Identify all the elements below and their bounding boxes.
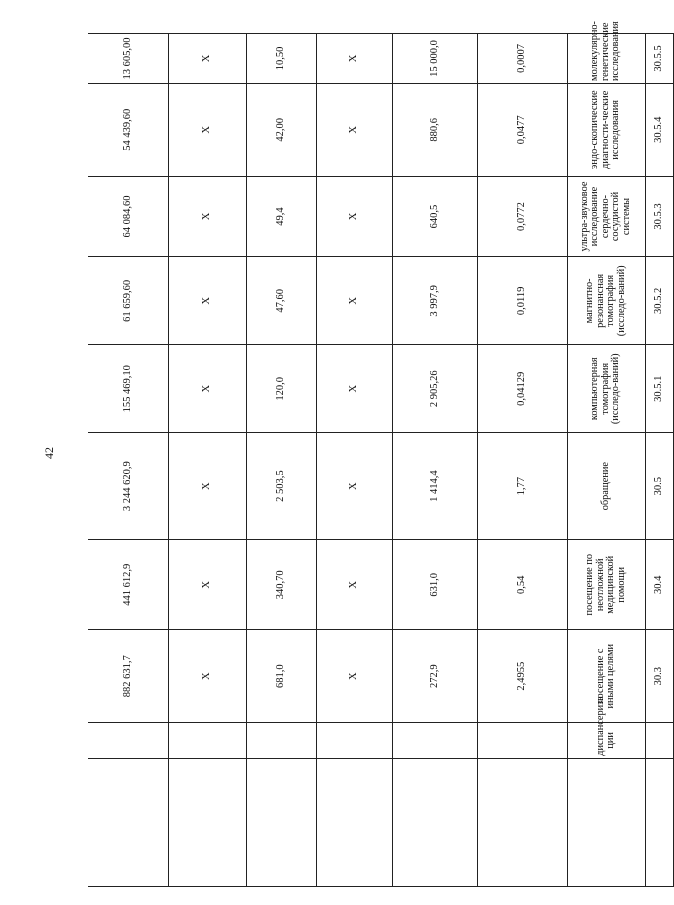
table-cell-x2 — [168, 723, 246, 759]
table-cell-norm: 0,54 — [477, 540, 567, 630]
table-cell-x1: Х — [316, 345, 392, 433]
table-cell-name: эндо-скопические диагности-ческие исследования — [567, 83, 645, 176]
cost-row — [392, 34, 477, 887]
table-cell-x2: Х — [168, 630, 246, 723]
table-cell-norm: 0,0007 — [477, 34, 567, 84]
table-cell-cost — [392, 723, 477, 759]
table-cell-x1: Х — [316, 433, 392, 540]
table-cell-norm: 0,0477 — [477, 83, 567, 176]
table-cell-x1: Х — [316, 257, 392, 345]
table-cell-x1 — [316, 723, 392, 759]
table-cell-name: ультра-звуковое исследование сердечно-сосудистой системы — [567, 176, 645, 257]
table-cell-code: 30.5 — [645, 433, 673, 540]
table-cell-code: 30.5.5 — [645, 34, 673, 84]
x1-row — [316, 34, 392, 887]
table-cell-name: посещение с иными целями — [567, 630, 645, 723]
table-cell-volume: 49,4 — [246, 176, 316, 257]
table-cell-amount: 441 612,9 — [88, 540, 168, 630]
table-cell-volume: 10,50 — [246, 34, 316, 84]
table-cell-name: молекулярно-генетические исследования — [567, 34, 645, 84]
table-cell-volume: 42,00 — [246, 83, 316, 176]
table-cell-volume: 2 503,5 — [246, 433, 316, 540]
table-cell-name: магнитно-резонансная томография (исследо-ваний) — [567, 257, 645, 345]
table-cell-cost: 272,9 — [392, 630, 477, 723]
table-cell-volume: 120,0 — [246, 345, 316, 433]
table-cell-amount: 13 605,00 — [88, 34, 168, 84]
table-cell-amount — [88, 723, 168, 759]
rotated-table-wrapper — [88, 21, 665, 887]
amount-row — [88, 34, 168, 887]
table-cell-name: посещение по неотложной медицинской помощи — [567, 540, 645, 630]
x2-row — [168, 34, 246, 887]
table-cell-x2: Х — [168, 345, 246, 433]
table-cell-volume — [246, 723, 316, 759]
table-cell-x2: Х — [168, 257, 246, 345]
table-cell-norm: 0,0772 — [477, 176, 567, 257]
table-cell-x2: Х — [168, 176, 246, 257]
table-cell-name: обращение — [567, 433, 645, 540]
data-table — [88, 21, 674, 887]
table-cell-code: 30.5.3 — [645, 176, 673, 257]
table-cell-amount: 3 244 620,9 — [88, 433, 168, 540]
table-cell-amount: 155 469,10 — [88, 345, 168, 433]
blank-cell — [316, 758, 392, 886]
table-cell-norm: 0,0119 — [477, 257, 567, 345]
table-cell-x1: Х — [316, 176, 392, 257]
table-cell-x1: Х — [316, 34, 392, 84]
table-cell-cost: 880,6 — [392, 83, 477, 176]
table-cell-norm: 0,04129 — [477, 345, 567, 433]
page-number: 42 — [42, 447, 56, 459]
blank-cell — [392, 758, 477, 886]
table-cell-norm: 1,77 — [477, 433, 567, 540]
table-cell-x2: Х — [168, 433, 246, 540]
table-cell-code: 30.3 — [645, 630, 673, 723]
table-cell-x1: Х — [316, 630, 392, 723]
table-cell-x2: Х — [168, 83, 246, 176]
table-cell-code: 30.5.4 — [645, 83, 673, 176]
table-cell-cost: 3 997,9 — [392, 257, 477, 345]
table-cell-cost: 15 000,0 — [392, 34, 477, 84]
table-cell-x1: Х — [316, 83, 392, 176]
table-cell-volume: 47,60 — [246, 257, 316, 345]
blank-cell — [246, 758, 316, 886]
blank-cell — [168, 758, 246, 886]
blank-cell — [477, 758, 567, 886]
table-cell-cost: 640,5 — [392, 176, 477, 257]
table-cell-x2: Х — [168, 34, 246, 84]
table-cell-x2: Х — [168, 540, 246, 630]
table-cell-code: 30.5.1 — [645, 345, 673, 433]
table-cell-amount: 64 084,60 — [88, 176, 168, 257]
blank-cell — [645, 758, 673, 886]
name-row — [567, 34, 645, 887]
table-cell-cost: 1 414,4 — [392, 433, 477, 540]
table-cell-norm — [477, 723, 567, 759]
volume-row — [246, 34, 316, 887]
blank-cell — [88, 758, 168, 886]
table-cell-code — [645, 723, 673, 759]
table-cell-cost: 631,0 — [392, 540, 477, 630]
table-cell-amount: 61 659,60 — [88, 257, 168, 345]
table-cell-amount: 882 631,7 — [88, 630, 168, 723]
table-cell-cost: 2 905,26 — [392, 345, 477, 433]
table-cell-x1: Х — [316, 540, 392, 630]
table-cell-name: компьютерная томография (исследо-ваний) — [567, 345, 645, 433]
table-cell-norm: 2,4955 — [477, 630, 567, 723]
table-cell-volume: 340,70 — [246, 540, 316, 630]
table-cell-code: 30.5.2 — [645, 257, 673, 345]
table-cell-name: диспансериза ции — [567, 723, 645, 759]
code-row — [645, 34, 673, 887]
table-cell-volume: 681,0 — [246, 630, 316, 723]
norm-row — [477, 34, 567, 887]
table-cell-code: 30.4 — [645, 540, 673, 630]
blank-cell — [567, 758, 645, 886]
table-cell-amount: 54 439,60 — [88, 83, 168, 176]
